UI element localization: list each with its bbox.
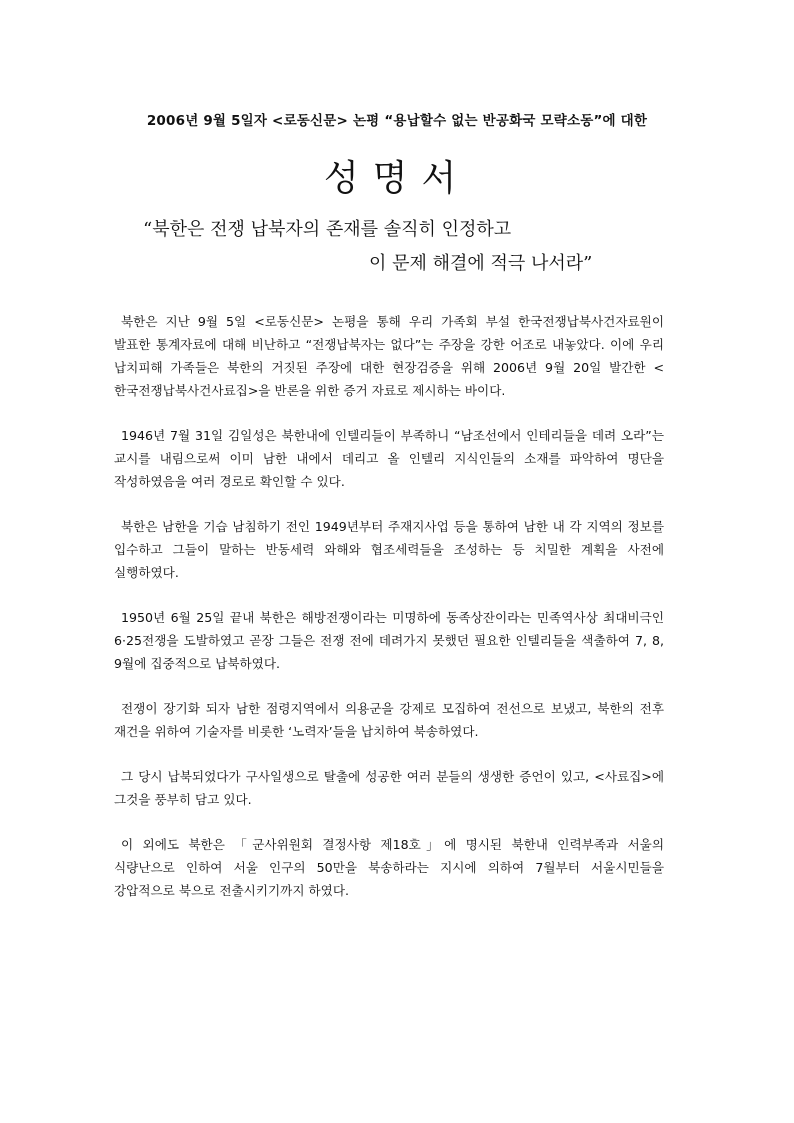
paragraph-2: 1946년 7월 31일 김일성은 북한내에 인텔리들이 부족하니 “남조선에서 인테리들을 데려 오라”는 교시를 내림으로써 이미 남한 내에서 데리고 올 인텔리 지식인들의 소재를 파악하여 명단을 작성하였음을 여러 경로로 확인할 수 있다. [114, 428, 664, 489]
statement-body [114, 310, 664, 902]
paragraph-5: 전쟁이 장기화 되자 남한 점령지역에서 의용군을 강제로 모집하여 전선으로 보냈고, 북한의 전후 재건을 위하여 기술자를 비롯한 ‘노력자’들을 납치하여 북송하였다. [114, 701, 664, 739]
subtitle-line-1: “북한은 전쟁 납북자의 존재를 솔직히 인정하고 [143, 219, 512, 240]
paragraph-3: 북한은 남한을 기습 남침하기 전인 1949년부터 주재지사업 등을 통하여 남한 내 각 지역의 정보를 입수하고 그들이 말하는 반동세력 와해와 협조세력들을 조성하는 등 치밀한 계획을 사전에 실행하였다. [114, 519, 664, 580]
header-line: 2006년 9월 5일자 <로동신문> 논평 “용납할수 없는 반공화국 모략소동”에 대한 [146, 113, 648, 129]
paragraph-1: 북한은 지난 9월 5일 <로동신문> 논평을 통해 우리 가족회 부설 한국전쟁납북사건자료원이 발표한 통계자료에 대해 비난하고 “전쟁납북자는 없다”는 주장을 강한 어조로 내놓았다. 이에 우리 납치피해 가족들은 북한의 거짓된 주장에 대한 현장검증을 위해 2006년 9월 20일 발간한 <한국전쟁납북사건사료집>을 반론을 위한 증거 자료로 제시하는 바이다. [114, 314, 664, 398]
paragraph-7: 이 외에도 북한은 「군사위원회 결정사항 제18호」에 명시된 북한내 인력부족과 서울의 식량난으로 인하여 서울 인구의 50만을 북송하라는 지시에 의하여 7월부터 서울시민들을 강압적으로 북으로 전출시키기까지 하였다. [114, 837, 664, 898]
document-title: 성명서 [323, 158, 471, 199]
paragraph-6: 그 당시 납북되었다가 구사일생으로 탈출에 성공한 여러 분들의 생생한 증언이 있고, <사료집>에 그것을 풍부히 담고 있다. [114, 769, 664, 807]
subtitle-line-2: 이 문제 해결에 적극 나서라” [369, 253, 593, 274]
paragraph-4: 1950년 6월 25일 끝내 북한은 해방전쟁이라는 미명하에 동족상잔이라는 민족역사상 최대비극인 6·25전쟁을 도발하였고 곧장 그들은 전쟁 전에 데려가지 못했던 필요한 인텔리들을 색출하여 7, 8, 9월에 집중적으로 납북하였다. [114, 610, 664, 671]
